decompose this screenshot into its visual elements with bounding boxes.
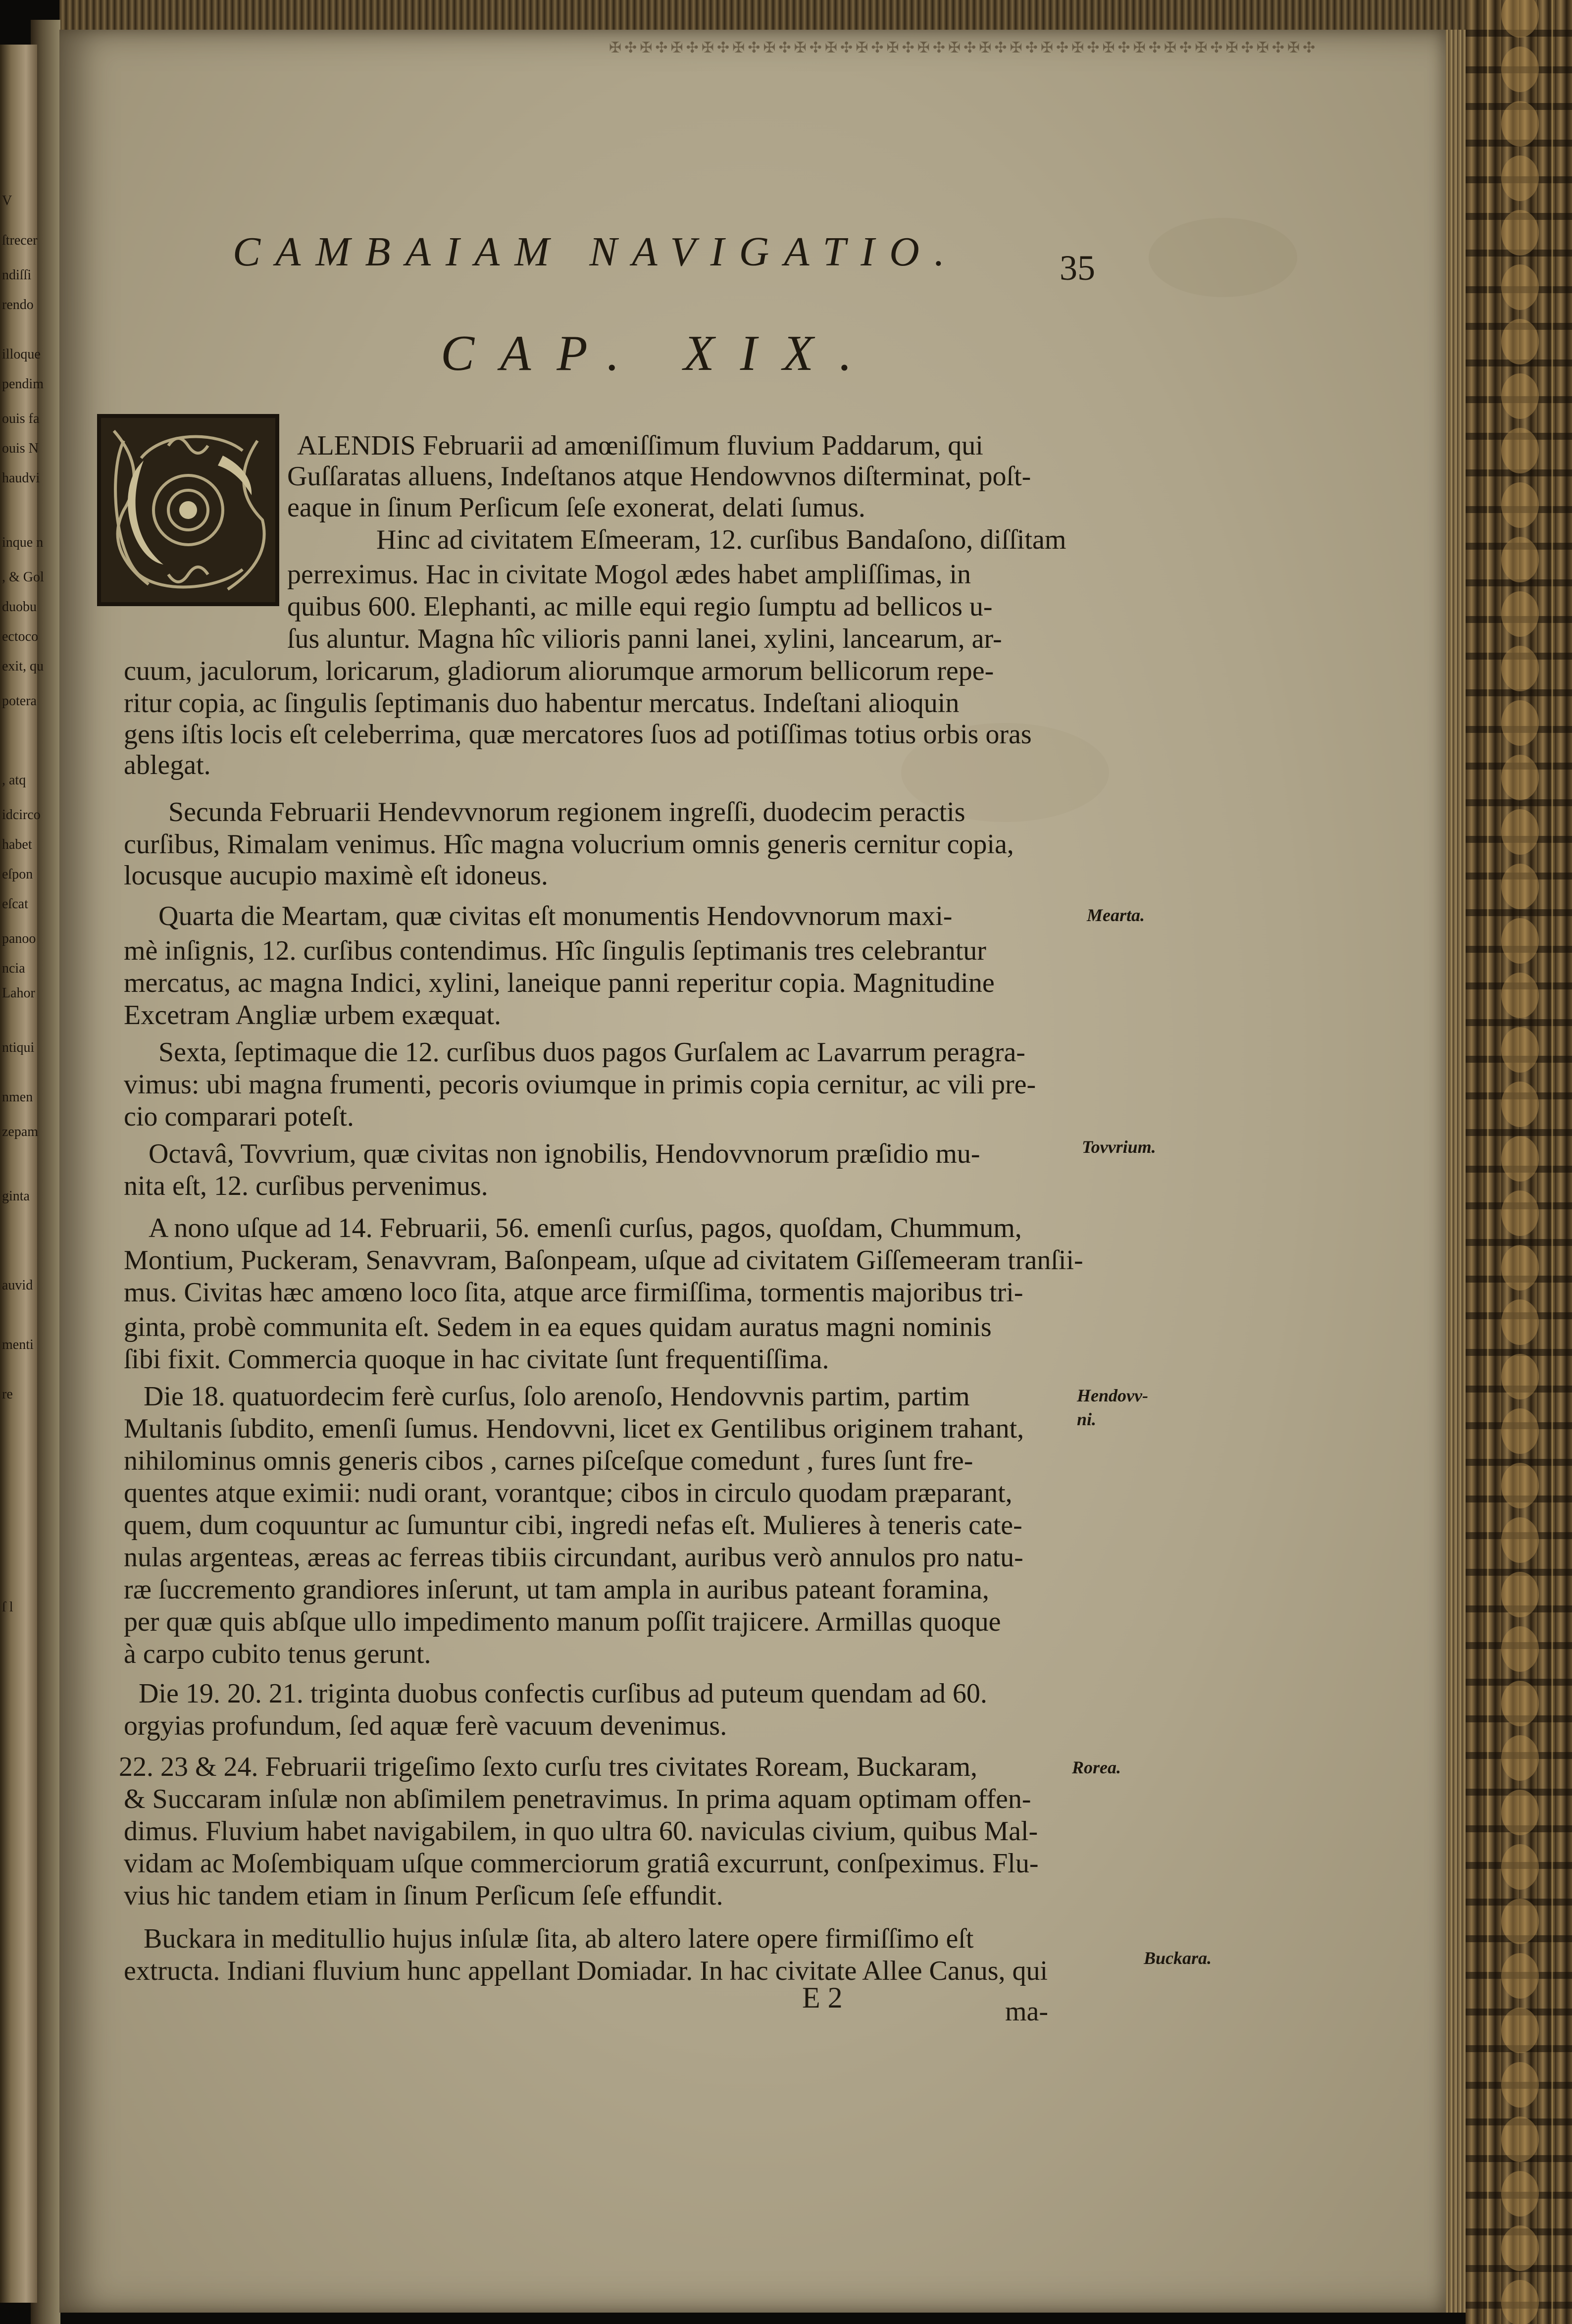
- top-book-edge: [59, 0, 1466, 30]
- left-page-fragment: rendo: [2, 297, 34, 312]
- text-line: nulas argenteas, æreas ac ferreas tibiis circundant, auribus verò annulos pro natu-: [124, 1542, 1023, 1573]
- binding-tooling-ornament: [1478, 0, 1562, 2324]
- text-line: quem, dum coquuntur ac ſumuntur cibi, ingredi nefas eſt. Mulieres à teneris cate-: [124, 1510, 1022, 1541]
- text-line: gens iſtis locis eſt celeberrima, quæ mercatores ſuos ad potiſſimas totius orbis oras: [124, 719, 1032, 750]
- binding-ornament-mark: [1501, 1027, 1539, 1073]
- binding-ornament-mark: [1501, 1626, 1539, 1672]
- text-line: perreximus. Hac in civitate Mogol ædes habet ampliſſimas, in: [287, 559, 971, 590]
- binding-ornament-mark: [1501, 1572, 1539, 1617]
- paper-stain: [1149, 218, 1297, 297]
- left-page-fragment: ncia: [2, 961, 25, 976]
- margin-note-buckara: Buckara.: [1144, 1948, 1212, 1968]
- left-page-fragment: , atq: [2, 773, 26, 788]
- text-line: nihilominus omnis generis cibos , carnes piſceſque comedunt , fures ſunt fre-: [124, 1446, 973, 1476]
- binding-ornament-mark: [1501, 2225, 1539, 2271]
- binding-ornament-mark: [1501, 2280, 1539, 2324]
- binding-ornament-mark: [1501, 1190, 1539, 1236]
- left-page-fragment: V: [2, 193, 12, 208]
- text-line: eaque in ſinum Perſicum ſeſe exonerat, delati ſumus.: [287, 492, 865, 523]
- binding-ornament-mark: [1501, 755, 1539, 800]
- binding-ornament-mark: [1501, 47, 1539, 92]
- left-page-fragment: ſ l: [2, 1600, 13, 1615]
- text-line: Sexta, ſeptimaque die 12. curſibus duos pagos Gurſalem ac Lavarrum peragra-: [158, 1037, 1025, 1068]
- text-line: Octavâ, Tovvrium, quæ civitas non ignobilis, Hendovvnorum præſidio mu-: [149, 1138, 980, 1169]
- text-line: extructa. Indiani fluvium hunc appellant Domiadar. In hac civitate Allee Canus, qui: [124, 1956, 1048, 1986]
- left-page-fragment: haudvi: [2, 470, 40, 486]
- text-line: & Succaram inſulæ non abſimilem penetravimus. In prima aquam optimam offen-: [124, 1784, 1031, 1814]
- margin-note-rorea: Rorea.: [1072, 1757, 1121, 1777]
- text-line: Die 18. quatuordecim ferè curſus, ſolo arenoſo, Hendovvnis partim, partim: [144, 1381, 970, 1412]
- binding-ornament-mark: [1501, 1408, 1539, 1454]
- text-line: locusque aucupio maximè eſt idoneus.: [124, 860, 548, 891]
- text-line: curſibus, Rimalam venimus. Hîc magna volucrium omnis generis cernitur copia,: [124, 829, 1014, 860]
- binding-ornament-mark: [1501, 1245, 1539, 1291]
- binding-ornament-mark: [1501, 1082, 1539, 1127]
- text-line: 22. 23 & 24. Februarii trigeſimo ſexto curſu tres civitates Roream, Buckaram,: [119, 1752, 978, 1782]
- binding-ornament-mark: [1501, 1844, 1539, 1890]
- text-line: vius hic tandem etiam in ſinum Perſicum ſeſe effundit.: [124, 1880, 723, 1911]
- margin-note-hendovvni: Hendovv-: [1077, 1386, 1148, 1405]
- binding-ornament-mark: [1501, 809, 1539, 855]
- left-page-fragment: zepam: [2, 1124, 39, 1139]
- left-page-fragment: Lahor: [2, 985, 35, 1001]
- binding-ornament-mark: [1501, 373, 1539, 419]
- text-line: Guſſaratas alluens, Indeſtanos atque Hendowvnos diſterminat, poſt-: [287, 461, 1031, 492]
- text-line: Multanis ſubdito, emenſi ſumus. Hendovvni, licet ex Gentilibus originem trahant,: [124, 1413, 1024, 1444]
- text-line: ginta, probè communita eſt. Sedem in ea eques quidam auratus magni nominis: [124, 1312, 992, 1343]
- left-page-fragment: habet: [2, 837, 32, 852]
- binding-ornament-mark: [1501, 1463, 1539, 1508]
- binding-ornament-mark: [1501, 319, 1539, 364]
- binding-ornament-mark: [1501, 646, 1539, 691]
- binding-ornament-mark: [1501, 155, 1539, 201]
- left-page-fragment: ntiqui: [2, 1040, 35, 1055]
- binding-ornament-mark: [1501, 537, 1539, 582]
- text-line: Buckara in meditullio hujus inſulæ ſita, ab altero latere opere firmiſſimo eſt: [144, 1923, 974, 1954]
- binding-ornament-mark: [1501, 591, 1539, 637]
- left-page-fragment: ectoco: [2, 629, 39, 644]
- text-line: cio comparari poteſt.: [124, 1101, 354, 1132]
- left-page-fragment: re: [2, 1387, 13, 1402]
- left-page-fragment: panoo: [2, 931, 36, 946]
- decorated-initial-c: [94, 411, 282, 609]
- text-line: ſus aluntur. Magna hîc vilioris panni lanei, xylini, lancearum, ar-: [287, 623, 1002, 654]
- binding-ornament-mark: [1501, 1953, 1539, 1999]
- binding-ornament-mark: [1501, 918, 1539, 964]
- binding-ornament-mark: [1501, 2117, 1539, 2162]
- text-line: ablegat.: [124, 750, 211, 780]
- margin-note-mearta: Mearta.: [1087, 905, 1145, 925]
- text-line: Die 19. 20. 21. triginta duobus confectis curſibus ad puteum quendam ad 60.: [139, 1678, 987, 1709]
- binding-ornament-mark: [1501, 1681, 1539, 1726]
- binding-ornament-mark: [1501, 428, 1539, 473]
- left-page-fragment: nmen: [2, 1089, 33, 1105]
- text-line: Quarta die Meartam, quæ civitas eſt monumentis Hendovvnorum maxi-: [158, 901, 953, 931]
- left-page-fragment: potera: [2, 693, 37, 709]
- text-line: quibus 600. Elephanti, ac mille equi regio ſumptu ad bellicos u-: [287, 591, 993, 622]
- left-page-fragment: eſpon: [2, 867, 33, 882]
- binding-ornament-mark: [1501, 1354, 1539, 1399]
- binding-ornament-mark: [1501, 264, 1539, 310]
- running-title: CAMBAIAM NAVIGATIO.: [233, 229, 960, 275]
- binding-ornament-mark: [1501, 1299, 1539, 1345]
- text-line: ritur copia, ac ſingulis ſeptimanis duo habentur mercatus. Indeſtani alioquin: [124, 688, 960, 719]
- text-line: ALENDIS Februarii ad amœniſſimum fluvium Paddarum, qui: [297, 430, 983, 461]
- binding-ornament-mark: [1501, 1899, 1539, 1944]
- binding-ornament-mark: [1501, 1136, 1539, 1182]
- left-page-fragment: pendim: [2, 376, 44, 392]
- left-page-fragment: idcirco: [2, 807, 41, 823]
- left-page-fragment: auvid: [2, 1278, 33, 1293]
- text-line: Secunda Februarii Hendevvnorum regionem ingreſſi, duodecim peractis: [168, 797, 965, 827]
- top-bleed-through-ornament: ✠✣✠✣✠✣✠✣✠✣✠✣✠✣✠✣✠✣✠✣✠✣✠✣✠✣✠✣✠✣✠✣✠✣✠✣✠✣✠✣✠✣✠✣✠✣: [609, 39, 1318, 56]
- binding-ornament-mark: [1501, 1790, 1539, 1835]
- binding-ornament-mark: [1501, 973, 1539, 1018]
- left-page-fragment: inque n: [2, 535, 44, 550]
- chapter-heading: CAP. XIX.: [441, 325, 878, 381]
- text-line: à carpo cubito tenus gerunt.: [124, 1639, 431, 1669]
- text-line: Montium, Puckeram, Senavvram, Baſonpeam, uſque ad civitatem Giſſemeeram tranſii-: [124, 1245, 1083, 1276]
- text-line: nita eſt, 12. curſibus pervenimus.: [124, 1171, 488, 1201]
- binding-ornament-mark: [1501, 482, 1539, 528]
- binding-ornament-mark: [1501, 700, 1539, 746]
- text-line: mè inſignis, 12. curſibus contendimus. Hîc ſingulis ſeptimanis tres celebrantur: [124, 935, 986, 966]
- text-line: ræ ſuccremento grandiores inſerunt, ut tam ampla in auribus pateant foramina,: [124, 1574, 989, 1605]
- text-line: mercatus, ac magna Indici, xylini, laneique panni reperitur copia. Magnitudine: [124, 968, 995, 998]
- text-line: orgyias profundum, ſed aquæ ferè vacuum devenimus.: [124, 1710, 727, 1741]
- text-line: per quæ quis abſque ullo impedimento manum poſſit trajicere. Armillas quoque: [124, 1606, 1001, 1637]
- left-page-fragment: menti: [2, 1337, 34, 1352]
- binding-ornament-mark: [1501, 2171, 1539, 2217]
- binding-ornament-mark: [1501, 210, 1539, 256]
- binding-ornament-mark: [1501, 1735, 1539, 1781]
- left-page-fragment: ndiſſi: [2, 267, 32, 283]
- left-page-fragment: ſtrecer: [2, 233, 38, 248]
- binding-ornament-mark: [1501, 2062, 1539, 2108]
- left-page-fragment: eſcat: [2, 896, 28, 912]
- left-page-fragment: ouis N: [2, 441, 39, 456]
- left-page-fragment: ginta: [2, 1188, 30, 1204]
- page-number: 35: [1060, 248, 1095, 288]
- left-page-fragment: , & Gol: [2, 569, 44, 585]
- text-line: mus. Civitas hæc amœno loco ſita, atque arce firmiſſima, tormentis majoribus tri-: [124, 1277, 1023, 1308]
- binding-ornament-mark: [1501, 0, 1539, 38]
- text-line: Hinc ad civitatem Eſmeeram, 12. curſibus Bandaſono, diſſitam: [376, 524, 1066, 555]
- text-line: quentes atque eximii: nudi orant, vorantque; cibos in circulo quodam præparant,: [124, 1478, 1013, 1508]
- binding-ornament-mark: [1501, 101, 1539, 147]
- text-line: dimus. Fluvium habet navigabilem, in quo ultra 60. naviculas civium, quibus Mal-: [124, 1816, 1038, 1847]
- binding-ornament-mark: [1501, 2008, 1539, 2053]
- binding-ornament-mark: [1501, 1517, 1539, 1563]
- catchword: ma-: [1005, 1996, 1049, 2027]
- margin-note-tovvrium: Tovvrium.: [1082, 1137, 1156, 1157]
- left-page-fragment: duobu: [2, 599, 37, 615]
- signature-mark: E 2: [802, 1981, 843, 2014]
- binding-ornament-mark: [1501, 864, 1539, 909]
- left-page-fragment: illoque: [2, 347, 41, 362]
- text-line: Excetram Angliæ urbem exæquat.: [124, 1000, 502, 1031]
- left-page-fragment: exit, qu: [2, 659, 44, 674]
- text-line: cuum, jaculorum, loricarum, gladiorum aliorumque armorum bellicorum repe-: [124, 656, 994, 686]
- text-line: A nono uſque ad 14. Februarii, 56. emenſi curſus, pagos, quoſdam, Chummum,: [149, 1213, 1022, 1243]
- text-line: vidam ac Moſembiquam uſque commerciorum gratiâ excurrunt, conſpeximus. Flu-: [124, 1848, 1039, 1879]
- left-page-fragment: ouis fa: [2, 411, 40, 426]
- text-line: vimus: ubi magna frumenti, pecoris oviumque in primis copia cernitur, ac vili pre-: [124, 1069, 1036, 1100]
- fore-edge-pages: [1446, 30, 1466, 2313]
- text-line: ſibi fixit. Commercia quoque in hac civitate ſunt frequentiſſima.: [124, 1344, 829, 1375]
- margin-note-hendovvni-cont: ni.: [1077, 1409, 1097, 1429]
